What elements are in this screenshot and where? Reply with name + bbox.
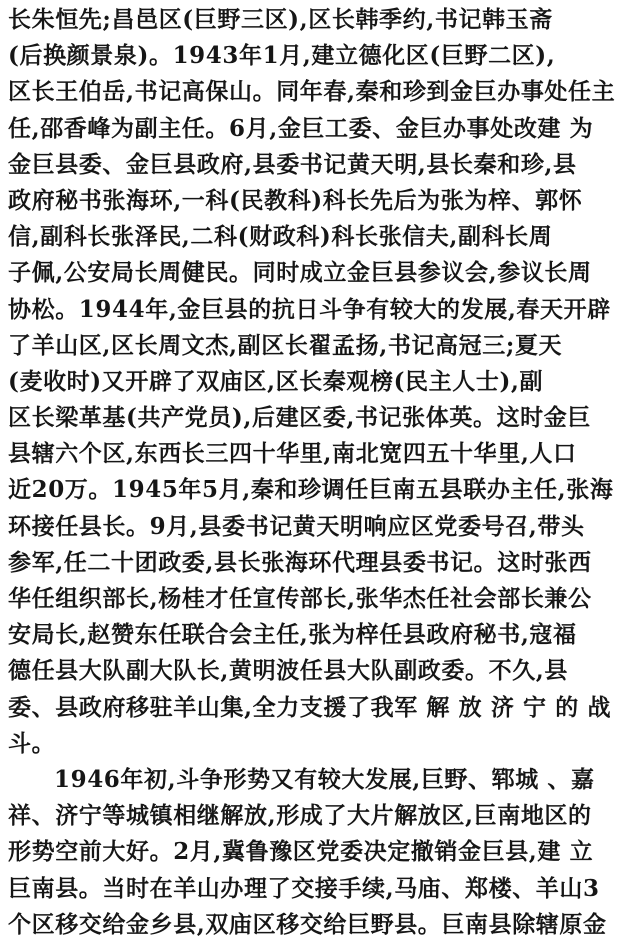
text-line: 参军,任二十团政委,县长张海环代理县委书记。这时张西 — [8, 548, 592, 576]
text-line: 子佩,公安局长周健民。同时成立金巨县参议会,参议长周 — [8, 259, 592, 287]
text-line: 县辖六个区,东西长三四十华里,南北宽四五十华里,人口 — [8, 440, 577, 468]
text-line: 安局长,赵赞东任联合会主任,张为梓任县政府秘书,寇福 — [8, 621, 577, 649]
text-line: 长朱恒先;昌邑区(巨野三区),区长韩季约,书记韩玉斋 — [8, 6, 553, 33]
text-line: 区长梁革基(共产党员),后建区委,书记张体英。这时金巨 — [8, 404, 591, 432]
paragraph-first-line: 1946年初,斗争形势又有较大发展,巨野、郓城 、嘉 — [54, 765, 595, 793]
text-line: 近20万。1945年5月,秦和珍调任巨南五县联办主任,张海 — [8, 476, 614, 504]
text-line: 区长王伯岳,书记高保山。同年春,秦和珍到金巨办事处任主 — [8, 78, 616, 106]
text-line: 个区移交给金乡县,双庙区移交给巨野县。巨南县除辖原金 — [8, 910, 607, 938]
text-line: 祥、济宁等城镇相继解放,形成了大片解放区,巨南地区的 — [8, 802, 592, 830]
text-line: 环接任县长。9月,县委书记黄天明响应区党委号召,带头 — [8, 512, 585, 540]
text-line: 协松。1944年,金巨县的抗日斗争有较大的发展,春天开辟 — [8, 295, 611, 323]
text-line: 巨南县。当时在羊山办理了交接手续,马庙、郑楼、羊山3 — [8, 874, 600, 902]
text-line: (后换颜景泉)。1943年1月,建立德化区(巨野二区), — [8, 42, 556, 70]
text-line: 金巨县委、金巨县政府,县委书记黄天明,县长秦和珍,县 — [8, 150, 577, 178]
text-line: 信,副科长张泽民,二科(财政科)科长张信夫,副科长周 — [8, 223, 553, 251]
text-line: (麦收时)又开辟了双庙区,区长秦观榜(民主人士),副 — [8, 367, 544, 395]
text-line: 形势空前大好。2月,冀鲁豫区党委决定撤销金巨县,建 立 — [8, 838, 594, 866]
document-body — [8, 2, 636, 943]
text-line: 任,邵香峰为副主任。6月,金巨工委、金巨办事处改建 为 — [8, 114, 594, 142]
text-line: 政府秘书张海环,一科(民教科)科长先后为张为梓、郭怀 — [8, 186, 583, 214]
text-line: 华任组织部长,杨桂才任宣传部长,张华杰任社会部长兼公 — [8, 585, 592, 612]
text-line: 斗。 — [8, 729, 56, 757]
text-line: 了羊山区,区长周文杰,副区长翟孟扬,书记高冠三;夏天 — [8, 331, 563, 359]
text-line: 德任县大队副大队长,黄明波任县大队副政委。不久,县 — [8, 657, 569, 685]
text-line: 委、县政府移驻羊山集,全力支援了我军 解 放 济 宁 的 战 — [8, 693, 612, 721]
